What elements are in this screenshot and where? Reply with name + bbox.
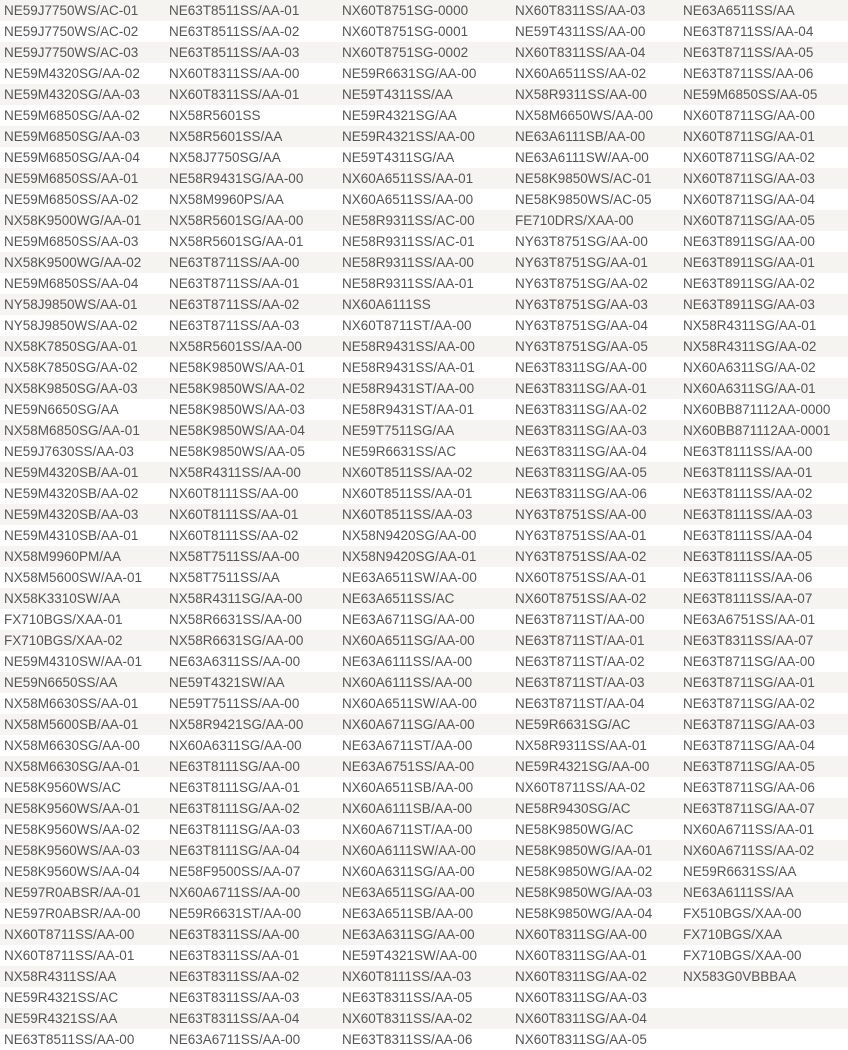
model-number-cell: NE63T8911SG/AA-01 [683,255,815,270]
model-number-cell: NE58R9311SS/AC-01 [342,234,475,249]
model-number-cell: NX58R9311SS/AA-00 [515,87,647,102]
model-number-cell: NE58K9850WG/AA-03 [515,885,653,900]
model-number-cell: NE59N6650SS/AA [4,675,118,690]
model-number-cell: NE63T8711SS/AA-02 [169,297,300,312]
model-number-cell: NX58M6650WS/AA-00 [515,108,654,123]
model-number-cell: NE58K9560WS/AA-01 [4,801,140,816]
model-number-cell: NE63T8111SS/AA-04 [683,528,813,543]
model-number-cell: NE63A6511SS/AC [342,591,455,606]
model-number-cell: NE58K9850WG/AA-04 [515,906,653,921]
model-number-cell: NX60A6511SS/AA-00 [342,192,474,207]
model-number-cell: NE63T8711ST/AA-00 [515,612,645,627]
model-number-cell: NX60A6711SS/AA-02 [683,843,815,858]
model-number-cell: NY63T8751SG/AA-05 [515,339,648,354]
model-number-cell: NE63T8311SS/AA-07 [683,633,814,648]
model-number-cell: NX60A6711ST/AA-00 [342,822,473,837]
model-number-cell: NE59R6631ST/AA-00 [169,906,302,921]
model-number-cell: NX58M6630SS/AA-01 [4,696,139,711]
model-number-cell: NX60T8751SG-0001 [342,24,469,39]
model-number-cell: NE58K9850WS/AC-01 [515,171,652,186]
model-number-cell: FX510BGS/XAA-00 [683,906,802,921]
model-number-cell: NX60A6711SS/AA-01 [683,822,815,837]
model-number-cell: NE63A6511SG/AA-00 [342,885,475,900]
model-number-cell: NX60A6511SS/AA-02 [515,66,647,81]
model-number-cell: NE63T8711SG/AA-03 [683,717,815,732]
model-number-cell: NE59M6850SS/AA-01 [4,171,139,186]
model-number-cell: NE58F9500SS/AA-07 [169,864,301,879]
model-number-cell: NE59T7511SS/AA-00 [169,696,300,711]
model-number-cell: NE63A6711ST/AA-00 [342,738,473,753]
model-number-cell: NE63T8711SG/AA-04 [683,738,815,753]
model-number-cell: NX60A6311SG/AA-02 [683,360,816,375]
model-number-cell: NY63T8751SG/AA-02 [515,276,648,291]
table-row [0,336,848,357]
model-number-cell: NX58M9960PM/AA [4,549,122,564]
table-row [0,861,848,882]
model-number-cell: NY63T8751SG/AA-04 [515,318,648,333]
model-number-cell: NE58K9850WS/AA-05 [169,444,305,459]
model-number-cell: NE59R6631SS/AA [683,864,797,879]
model-number-cell: NE63T8311SG/AA-02 [515,402,647,417]
model-number-cell: NE59R6631SG/AC [515,717,631,732]
model-number-cell: NE59R4321SS/AC [4,990,119,1005]
model-number-cell: NX60T8751SS/AA-01 [515,570,647,585]
model-number-cell: NX60T8511SS/AA-01 [342,486,473,501]
model-number-cell: NE63T8311SS/AA-06 [342,1032,473,1047]
model-number-cell: NX58R4311SG/AA-02 [683,339,817,354]
model-number-cell: NE58K9560WS/AC [4,780,122,795]
model-number-cell: NE58R9431SS/AA-00 [342,339,475,354]
model-number-cell: NE63T8511SS/AA-02 [169,24,300,39]
model-number-cell: NX60T8711SS/AA-00 [4,927,135,942]
model-number-cell: NX60T8311SG/AA-05 [515,1032,647,1047]
table-row [0,798,848,819]
model-number-cell: NX58R6631SG/AA-00 [169,633,304,648]
model-number-cell: NE59M6850SG/AA-02 [4,108,140,123]
model-number-cell: NX60A6111SS [342,297,431,312]
table-row [0,63,848,84]
model-number-cell: NE59R4321SS/AA [4,1011,118,1026]
table-row [0,399,848,420]
model-number-cell: NE59J7750WS/AC-02 [4,24,139,39]
table-row [0,378,848,399]
model-number-cell: NE63A6111SS/AA [683,885,794,900]
model-number-cell: NE58R9311SS/AA-00 [342,255,474,270]
model-number-cell: NX60T8751SS/AA-02 [515,591,647,606]
table-row [0,882,848,903]
table-row [0,714,848,735]
model-number-cell: NE58K9560WS/AA-02 [4,822,140,837]
model-number-cell: NE63A6111SB/AA-00 [515,129,646,144]
model-number-cell: NY63T8751SG/AA-01 [515,255,648,270]
model-number-cell: NX58R5601SG/AA-00 [169,213,304,228]
model-number-cell: NE59M4320SG/AA-02 [4,66,140,81]
model-number-cell: NX60A6511SG/AA-00 [342,633,475,648]
model-number-cell [679,987,848,1008]
model-number-cell: NE58K9850WS/AA-03 [169,402,305,417]
table-row [0,147,848,168]
model-number-cell: NX58J7750SG/AA [169,150,281,165]
model-number-cell: NX58M6850SG/AA-01 [4,423,140,438]
model-number-cell: NE63T8311SG/AA-00 [515,360,647,375]
model-number-cell: NE63T8111SS/AA-06 [683,570,813,585]
model-number-cell: NE59J7750WS/AC-03 [4,45,139,60]
model-number-cell: NE63T8311SG/AA-03 [515,423,647,438]
model-number-cell: NX60A6111SS/AA-00 [342,675,473,690]
model-number-cell: NX58N9420SG/AA-00 [342,528,477,543]
model-number-cell: NE63T8911SG/AA-00 [683,234,815,249]
model-number-cell: NE63A6711SG/AA-00 [342,612,475,627]
model-number-cell: NX58M5600SB/AA-01 [4,717,139,732]
model-number-cell: NE59R6631SG/AA-00 [342,66,477,81]
model-number-cell: NE59R4321SG/AA [342,108,457,123]
model-number-cell: NE63T8711SG/AA-00 [683,654,815,669]
model-number-cell: NE58R9431SG/AA-00 [169,171,304,186]
model-number-cell: NE63T8111SG/AA-04 [169,843,300,858]
model-number-cell: NE63T8111SS/AA-01 [683,465,813,480]
model-number-cell: NE63T8111SS/AA-03 [683,507,813,522]
model-number-cell: NX60T8111SS/AA-03 [342,969,472,984]
model-number-cell: NX60T8311SS/AA-01 [169,87,300,102]
model-number-cell: NX60BB871112AA-0001 [683,423,831,438]
model-number-cell: NX58M5600SW/AA-01 [4,570,143,585]
model-number-cell: NE63T8711SG/AA-06 [683,780,815,795]
model-number-cell: NE58K9560WS/AA-03 [4,843,140,858]
table-row [0,756,848,777]
model-number-cell: NX58T7511SS/AA [169,570,280,585]
model-number-cell: NE59M6850SG/AA-04 [4,150,140,165]
table-row [0,630,848,651]
table-row [0,168,848,189]
model-number-cell: NE63T8711ST/AA-04 [515,696,645,711]
table-row [0,966,848,987]
table-row [0,273,848,294]
model-number-cell: NX60T8111SS/AA-02 [169,528,299,543]
model-number-cell: NE63T8711SG/AA-02 [683,696,815,711]
model-number-cell: NY63T8751SG/AA-00 [515,234,648,249]
model-number-cell: NX58R9421SG/AA-00 [169,717,304,732]
model-number-cell: NX58R5601SS/AA-00 [169,339,302,354]
model-number-cell: NX60T8511SS/AA-03 [342,507,473,522]
table-row [0,588,848,609]
model-number-cell: NE63T8711SS/AA-05 [683,45,814,60]
model-number-cell: NE59T4311SS/AA-00 [515,24,646,39]
table-row [0,735,848,756]
model-number-cell: NE58R9431SS/AA-01 [342,360,475,375]
model-number-cell: NE63A6711SS/AA-00 [169,1032,301,1047]
model-number-cell: NE59M4310SB/AA-01 [4,528,139,543]
model-number-cell: NX60T8311SS/AA-04 [515,45,646,60]
model-number-cell: NE59J7630SS/AA-03 [4,444,134,459]
table-row [0,21,848,42]
model-number-cell: FX710BGS/XAA-01 [4,612,123,627]
model-number-cell: NE59M6850SG/AA-03 [4,129,140,144]
model-number-cell: NX60A6711SS/AA-00 [169,885,301,900]
model-number-cell: NX60T8711SS/AA-01 [4,948,135,963]
model-number-cell: NE63A6511SS/AA [683,3,795,18]
table-row [0,84,848,105]
model-number-cell: NX58R4311SS/AA-00 [169,465,301,480]
table-row [0,420,848,441]
model-number-cell: NX60T8711SG/AA-02 [683,150,815,165]
table-row [0,777,848,798]
model-number-cell: NE63T8711SS/AA-01 [169,276,300,291]
model-number-cell: NX60A6111SW/AA-00 [342,843,476,858]
model-number-cell: NE58R9430SG/AC [515,801,631,816]
model-number-cell: NE59T4311SG/AA [342,150,455,165]
model-number-cell: NX60A6711SG/AA-00 [342,717,475,732]
model-number-cell: NE58R9311SS/AC-00 [342,213,475,228]
model-number-cell: NE59J7750WS/AC-01 [4,3,139,18]
table-row [0,441,848,462]
model-number-cell: NE63T8311SS/AA-03 [169,990,300,1005]
model-number-cell: NE59R4321SG/AA-00 [515,759,650,774]
model-number-cell: FX710BGS/XAA-00 [683,948,802,963]
model-number-cell: NX58R5601SG/AA-01 [169,234,304,249]
model-number-cell: NE59N6650SG/AA [4,402,119,417]
model-number-cell: NE58R9311SS/AA-01 [342,276,474,291]
model-number-cell: NE58K9850WS/AC-05 [515,192,652,207]
model-number-cell: NE59M6850SS/AA-05 [683,87,818,102]
model-number-cell: NE63A6111SS/AA-00 [342,654,473,669]
model-number-cell: NE59R4321SS/AA-00 [342,129,475,144]
model-number-cell: NE63T8111SS/AA-00 [683,444,813,459]
model-number-cell: NE63T8111SG/AA-02 [169,801,300,816]
table-row [0,819,848,840]
model-number-cell: NX58R4311SS/AA [4,969,117,984]
model-number-cell: NE63T8711ST/AA-02 [515,654,645,669]
model-number-cell: NE597R0ABSR/AA-01 [4,885,141,900]
model-number-cell: NE63T8111SS/AA-05 [683,549,813,564]
model-number-cell: NE63T8111SS/AA-02 [683,486,813,501]
model-number-cell: NX58M9960PS/AA [169,192,284,207]
model-number-cell: NE63T8711SS/AA-03 [169,318,300,333]
table-row [0,693,848,714]
table-row [0,504,848,525]
model-number-cell: NE63T8311SG/AA-04 [515,444,647,459]
model-number-cell: NE63T8111SG/AA-03 [169,822,300,837]
table-row [0,924,848,945]
table-row [0,42,848,63]
table-row [0,231,848,252]
model-number-cell: NE59M6850SS/AA-04 [4,276,139,291]
table-row [0,294,848,315]
model-number-cell: NX60A6511SS/AA-01 [342,171,474,186]
table-row [0,105,848,126]
model-number-cell: NX60A6511SW/AA-00 [342,696,477,711]
model-number-cell: NE63T8711ST/AA-01 [515,633,645,648]
table-row [0,525,848,546]
model-number-cell: NE63T8911SG/AA-02 [683,276,815,291]
model-number-cell: NE63T8511SS/AA-03 [169,45,300,60]
model-number-cell: NX60T8311SG/AA-04 [515,1011,647,1026]
model-number-cell: NX60T8711SG/AA-04 [683,192,815,207]
model-number-cell: NX60T8751SG-0002 [342,45,469,60]
model-number-cell: NE59M4320SB/AA-01 [4,465,139,480]
model-number-cell: NE59M6850SS/AA-03 [4,234,139,249]
table-row [0,315,848,336]
model-number-cell [679,1008,848,1029]
model-number-cell: NE59T7511SG/AA [342,423,455,438]
model-number-cell: NE63T8311SS/AA-00 [169,927,300,942]
table-row [0,840,848,861]
model-number-cell: NX60T8111SS/AA-00 [169,486,299,501]
model-number-cell: NX60T8311SS/AA-03 [515,3,646,18]
model-number-cell: NE63T8511SS/AA-00 [4,1032,135,1047]
model-number-cell: NE58K9850WG/AC [515,822,634,837]
model-number-cell: NX58M6630SG/AA-01 [4,759,140,774]
model-number-cell: NE59T4321SW/AA [169,675,285,690]
table-row [0,483,848,504]
model-number-cell: NE63T8111SG/AA-01 [169,780,300,795]
model-number-cell: NX60T8311SG/AA-01 [515,948,647,963]
model-number-cell: NX60A6311SG/AA-00 [169,738,302,753]
model-number-cell: NX58K7850SG/AA-01 [4,339,138,354]
model-number-cell: NE63T8311SS/AA-05 [342,990,473,1005]
model-number-cell: NX58R9311SS/AA-01 [515,738,647,753]
model-number-cell: NE63T8711SS/AA-00 [169,255,300,270]
model-number-cell: NX60T8311SG/AA-00 [515,927,647,942]
model-number-cell: NE59M4320SB/AA-03 [4,507,139,522]
model-number-cell: NE59M4310SW/AA-01 [4,654,143,669]
table-row [0,0,848,21]
model-number-cell: NE63T8311SG/AA-06 [515,486,647,501]
table-row [0,903,848,924]
model-number-cell: NY63T8751SG/AA-03 [515,297,648,312]
model-number-cell: NY63T8751SS/AA-02 [515,549,647,564]
model-number-cell: NE63A6111SW/AA-00 [515,150,649,165]
model-number-cell: NE63T8711SS/AA-06 [683,66,814,81]
model-number-cell: NE59T4311SS/AA [342,87,453,102]
model-number-cell: NE63T8711SS/AA-04 [683,24,814,39]
model-number-cell: NE58K9560WS/AA-04 [4,864,140,879]
model-number-cell: NX58R4311SG/AA-00 [169,591,303,606]
table-row [0,987,848,1008]
model-number-cell: NY63T8751SS/AA-01 [515,528,647,543]
model-number-cell: NE58R9431ST/AA-01 [342,402,475,417]
model-number-cell: NX58K9500WG/AA-01 [4,213,142,228]
model-number-cell: NE58K9850WS/AA-01 [169,360,305,375]
table-row [0,210,848,231]
model-number-cell: NE63A6311SG/AA-00 [342,927,475,942]
model-number-cell: NE63T8111SS/AA-07 [683,591,813,606]
model-number-cell: NX60T8751SG-0000 [342,3,469,18]
model-number-cell: NX60A6511SB/AA-00 [342,780,474,795]
model-number-cell: NX60A6311SG/AA-01 [683,381,816,396]
table-row [0,126,848,147]
table-row [0,546,848,567]
model-number-cell: NX58R5601SS [169,108,261,123]
model-number-cell: NX58K3310SW/AA [4,591,121,606]
model-number-cell: NE63T8711SG/AA-07 [683,801,815,816]
table-row [0,357,848,378]
model-number-cell: NE63T8311SS/AA-02 [169,969,300,984]
model-number-cell: NX58R5601SS/AA [169,129,283,144]
model-number-cell: NX60T8311SS/AA-00 [169,66,300,81]
model-number-cell: NE58K9850WG/AA-01 [515,843,653,858]
model-number-cell: NX60A6111SB/AA-00 [342,801,473,816]
model-number-cell: NE63A6511SW/AA-00 [342,570,477,585]
model-number-cell: NE59R6631SS/AC [342,444,457,459]
model-number-cell: NE63T8711ST/AA-03 [515,675,645,690]
model-number-cell: FX710BGS/XAA-02 [4,633,123,648]
table-row [0,672,848,693]
model-number-cell: NX60T8711ST/AA-00 [342,318,472,333]
table-row [0,945,848,966]
model-number-cell: NE63T8311SG/AA-01 [515,381,647,396]
model-number-cell: NE63A6751SS/AA-01 [683,612,816,627]
model-number-cell: NY58J9850WS/AA-02 [4,318,138,333]
table-row [0,567,848,588]
model-number-cell: NX60T8711SG/AA-05 [683,213,815,228]
model-number-cell: NE63A6751SS/AA-00 [342,759,475,774]
model-number-cell: NX583G0VBBBAA [683,969,797,984]
model-number-cell: NE63T8511SS/AA-01 [169,3,300,18]
model-number-cell: NE63T8111SG/AA-00 [169,759,300,774]
model-number-cell: NX60T8711SS/AA-02 [515,780,646,795]
model-number-cell: NE63T8911SG/AA-03 [683,297,815,312]
table-row [0,1008,848,1029]
model-number-cell: FX710BGS/XAA [683,927,783,942]
model-number-cell: NX58N9420SG/AA-01 [342,549,477,564]
model-number-cell: NX60A6311SG/AA-00 [342,864,475,879]
table-row [0,462,848,483]
model-number-cell: NE63A6311SS/AA-00 [169,654,301,669]
model-number-cell: NX60T8311SS/AA-02 [342,1011,473,1026]
model-number-cell: NE63A6511SB/AA-00 [342,906,474,921]
model-number-cell: NX60T8711SG/AA-03 [683,171,815,186]
model-number-cell: NE63T8711SG/AA-05 [683,759,815,774]
model-number-cell: NE59M4320SG/AA-03 [4,87,140,102]
model-number-cell: NE58K9850WS/AA-04 [169,423,305,438]
table-row [0,651,848,672]
model-number-cell: NE58R9431ST/AA-00 [342,381,475,396]
model-number-cell: NX58R4311SG/AA-01 [683,318,817,333]
model-number-cell: NX58T7511SS/AA-00 [169,549,300,564]
model-number-cell: NE59M4320SB/AA-02 [4,486,139,501]
model-number-cell: NX60T8711SG/AA-00 [683,108,815,123]
model-number-cell: NX58K9850SG/AA-03 [4,381,138,396]
model-number-cell: NX58M6630SG/AA-00 [4,738,140,753]
model-number-cell: NX58R6631SS/AA-00 [169,612,302,627]
model-number-cell: NX60BB871112AA-0000 [683,402,831,417]
model-number-cell: NE63T8311SG/AA-05 [515,465,647,480]
table-row [0,189,848,210]
model-number-cell: NX60T8311SG/AA-03 [515,990,647,1005]
model-number-cell: NE597R0ABSR/AA-00 [4,906,141,921]
model-number-cell: NX60T8111SS/AA-01 [169,507,299,522]
table-row [0,252,848,273]
model-number-cell: NX60T8311SG/AA-02 [515,969,647,984]
model-number-cell: NX58K9500WG/AA-02 [4,255,142,270]
model-number-cell: NE58K9850WS/AA-02 [169,381,305,396]
model-number-cell: NE63T8711SG/AA-01 [683,675,815,690]
model-number-cell: NE58K9850WG/AA-02 [515,864,653,879]
model-number-cell: NY63T8751SS/AA-00 [515,507,647,522]
model-number-cell: NE59M6850SS/AA-02 [4,192,139,207]
model-number-cell: NY58J9850WS/AA-01 [4,297,138,312]
model-number-cell: NE59T4321SW/AA-00 [342,948,478,963]
table-row [0,609,848,630]
model-number-cell: NX60T8511SS/AA-02 [342,465,473,480]
model-number-cell: NE63T8311SS/AA-04 [169,1011,300,1026]
model-number-cell: FE710DRS/XAA-00 [515,213,634,228]
model-number-cell: NE63T8311SS/AA-01 [169,948,300,963]
model-number-cell: NX58K7850SG/AA-02 [4,360,138,375]
model-number-cell: NX60T8711SG/AA-01 [683,129,815,144]
